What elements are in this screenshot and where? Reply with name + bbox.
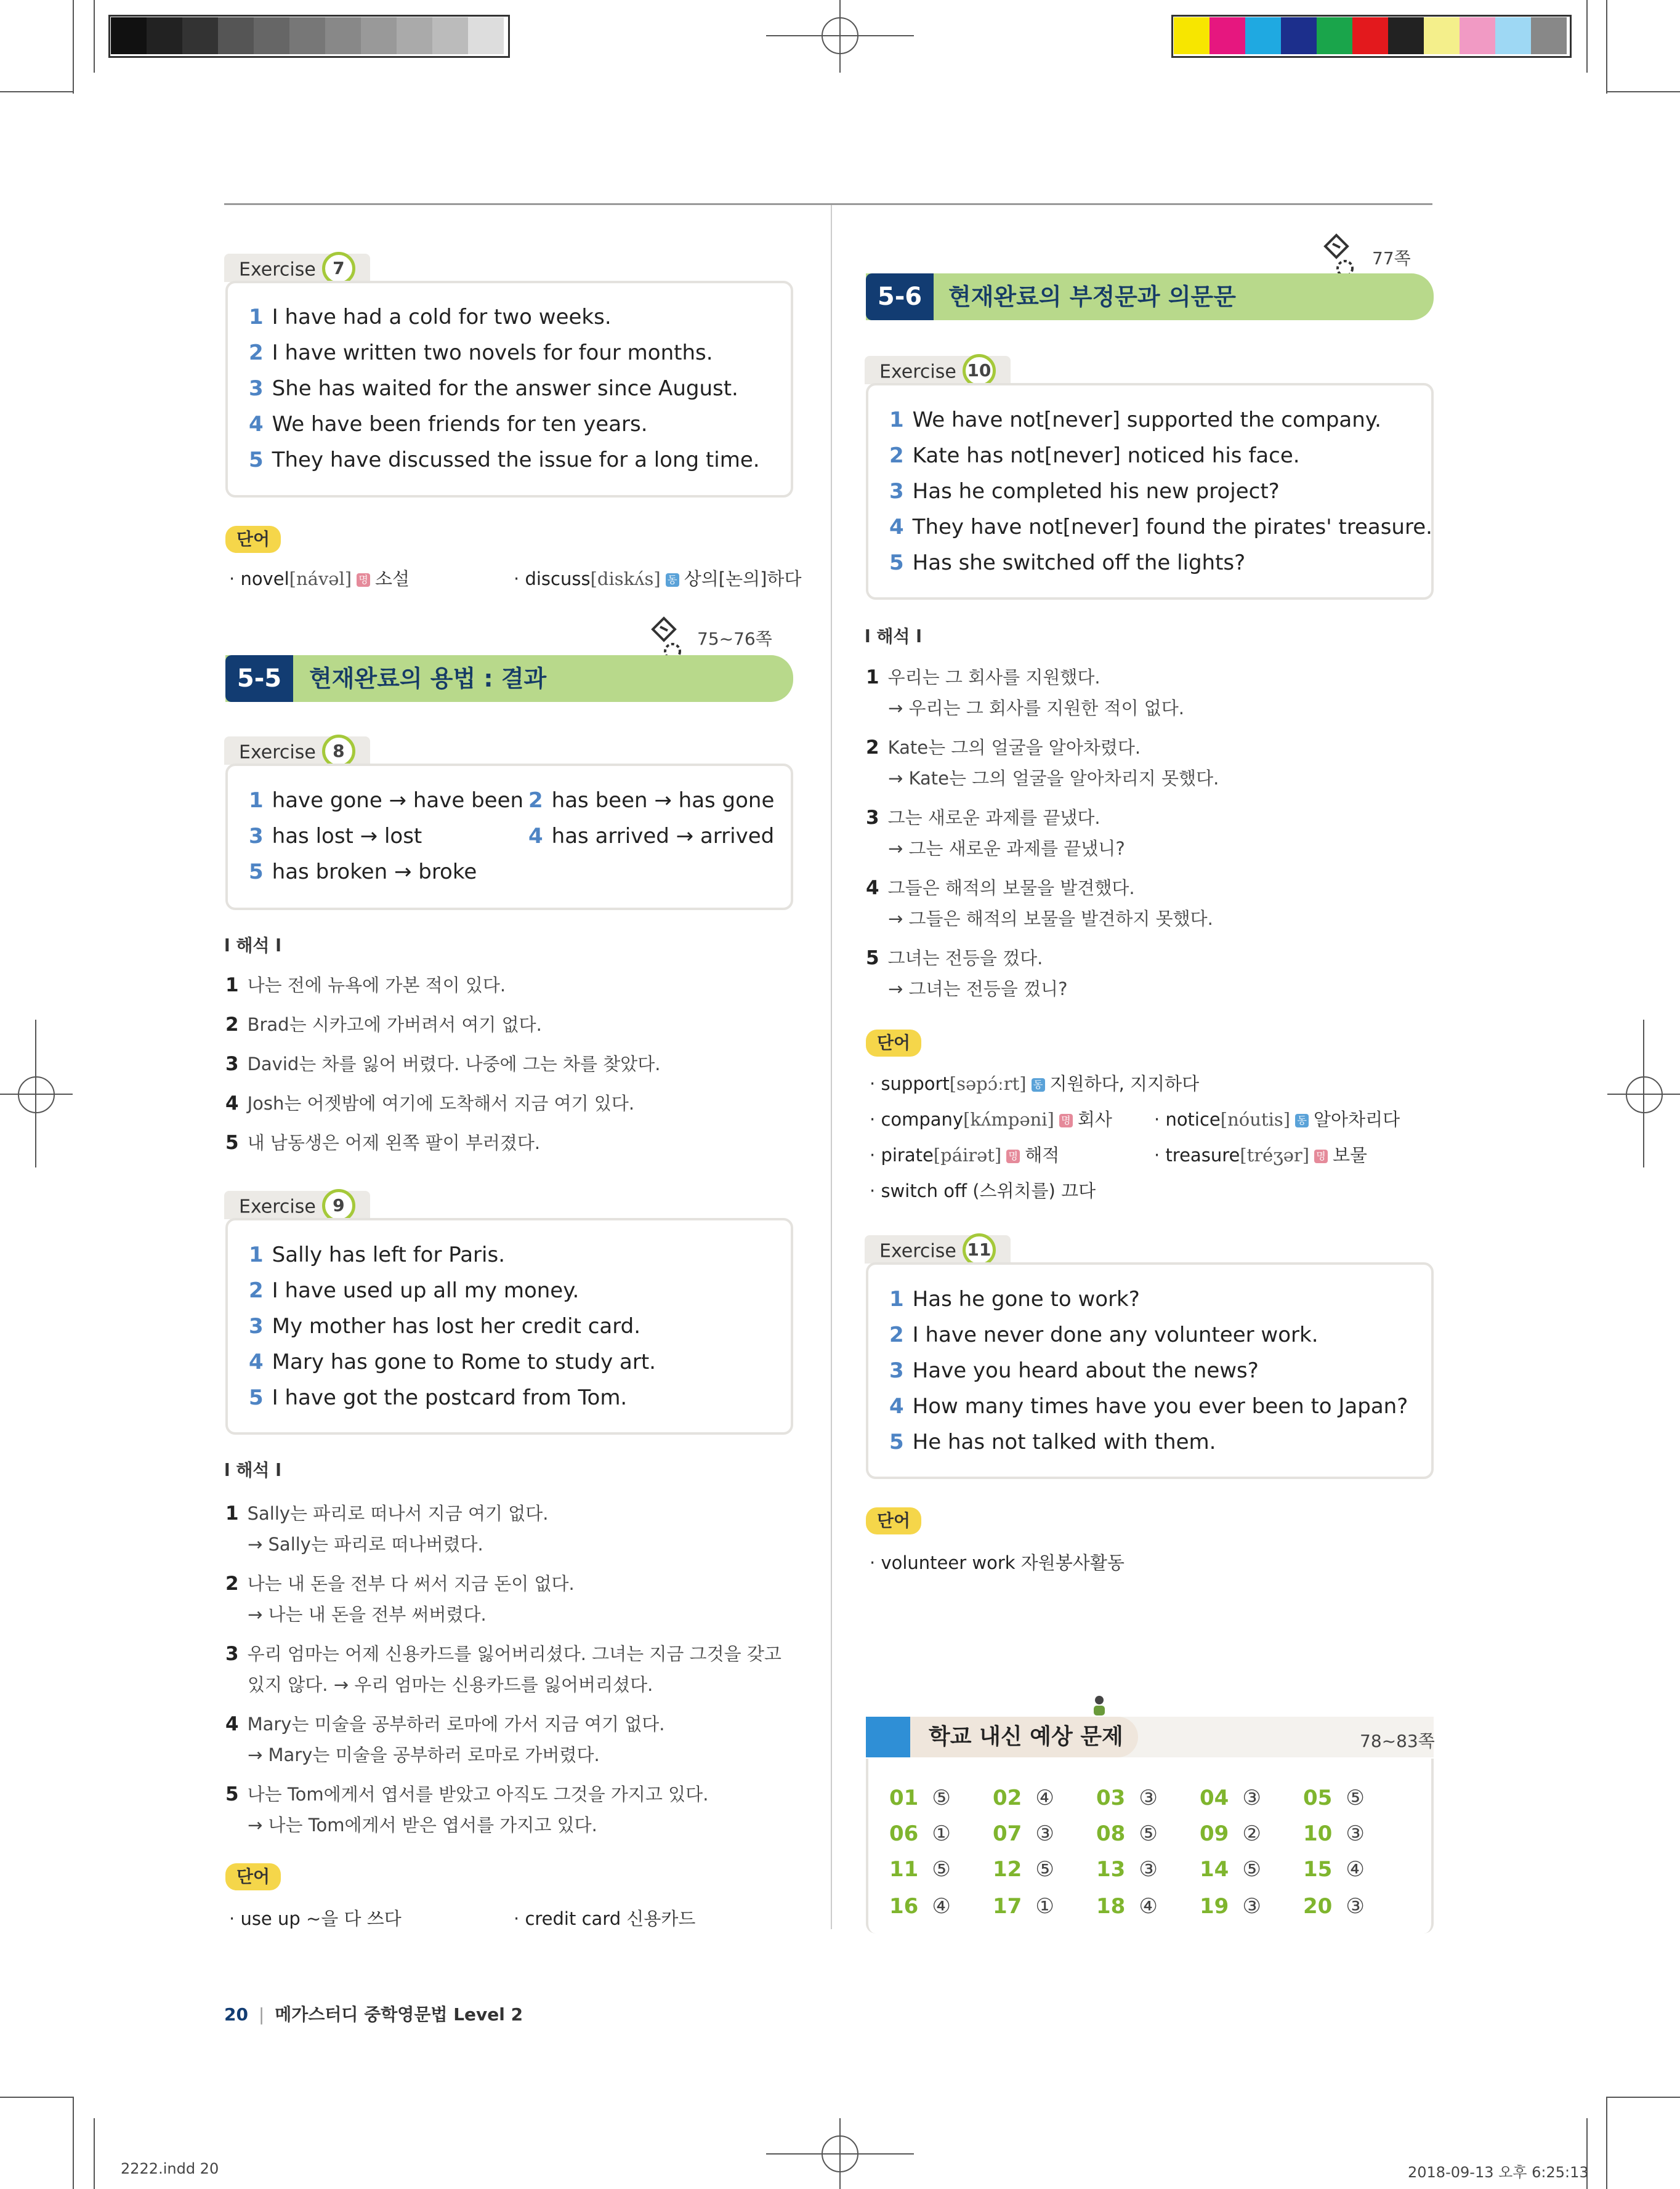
translation-heading: l 해석 l	[865, 626, 922, 647]
question-number: 11	[889, 1857, 919, 1882]
question-number: 10	[1303, 1821, 1333, 1846]
answer-item	[889, 1857, 951, 1882]
person-icon	[1090, 1695, 1109, 1717]
translation-line: 5 내 남동생은 어제 왼쪽 팔이 부러졌다.	[225, 1132, 541, 1154]
answer-line: 4 They have not[never] found the pirates' treasure.	[889, 515, 1432, 539]
answer-choice: ⑤	[932, 1857, 951, 1882]
answer-line: 5 has broken → broke	[249, 860, 477, 884]
translation-line: 4 Mary는 미술을 공부하러 로마에 가서 지금 여기 없다.	[225, 1713, 665, 1735]
vocab-item-novel: · novel[návəl] 명 소설	[229, 568, 410, 589]
answer-item	[993, 1894, 1054, 1919]
top-rule	[224, 203, 1432, 205]
answer-item	[993, 1857, 1054, 1882]
translation-line: → 그들은 해적의 보물을 발견하지 못했다.	[888, 908, 1213, 929]
section-number: 5-6	[866, 273, 934, 320]
exercise-number-badge: 7	[322, 252, 355, 285]
exercise-11-tab	[865, 1235, 1011, 1264]
answer-item	[1303, 1857, 1365, 1882]
question-number: 14	[1200, 1857, 1229, 1882]
question-number: 12	[993, 1857, 1022, 1882]
answer-choice: ④	[932, 1894, 951, 1919]
answer-line: 4 We have been friends for ten years.	[249, 412, 648, 437]
translation-line: 1 나는 전에 뉴욕에 가본 적이 있다.	[225, 974, 506, 996]
exercise-label: Exercise	[239, 259, 316, 281]
answer-item	[1303, 1894, 1365, 1919]
answer-line: 5 He has not talked with them.	[889, 1430, 1216, 1454]
answer-item	[1303, 1786, 1365, 1810]
question-number: 04	[1200, 1786, 1229, 1810]
question-number: 20	[1303, 1894, 1333, 1919]
vocab-tag: 단어	[225, 526, 281, 553]
answer-line: 3 She has waited for the answer since August.	[249, 376, 738, 401]
answer-item	[889, 1786, 951, 1810]
answer-line: 4 Mary has gone to Rome to study art.	[249, 1350, 656, 1374]
column-divider	[831, 205, 832, 1929]
translation-line: → Kate는 그의 얼굴을 알아차리지 못했다.	[888, 768, 1219, 789]
vocab-item-switch-off: · switch off (스위치를) 끄다	[870, 1180, 1096, 1201]
exercise-10-tab	[865, 356, 1011, 384]
answer-item	[1096, 1786, 1158, 1810]
translation-line: → Mary는 미술을 공부하러 로마로 가버렸다.	[248, 1744, 600, 1765]
vocab-tag: 단어	[866, 1030, 921, 1057]
vocab-item-pirate: · pirate[páirət] 명 해적	[870, 1145, 1060, 1166]
answer-line: 3 has lost → lost	[249, 824, 422, 849]
section-title: 현재완료의 부정문과 의문문	[948, 283, 1236, 310]
question-number: 08	[1096, 1821, 1126, 1846]
answer-choice: ④	[1035, 1786, 1054, 1810]
question-number: 17	[993, 1894, 1022, 1919]
question-number: 05	[1303, 1786, 1333, 1810]
answer-choice: ⑤	[932, 1786, 951, 1810]
question-number: 19	[1200, 1894, 1229, 1919]
answer-choice: ③	[1346, 1821, 1365, 1846]
answer-item	[1200, 1857, 1261, 1882]
answer-item	[993, 1786, 1054, 1810]
exercise-number-badge: 9	[322, 1189, 355, 1222]
section-page-ref: 77쪽	[1372, 248, 1411, 268]
question-number: 01	[889, 1786, 919, 1810]
exercise-number-badge: 10	[963, 354, 996, 387]
answer-choice: ③	[1139, 1857, 1158, 1882]
vocab-item-support: · support[səpɔ́ːrt] 동 지원하다, 지지하다	[870, 1073, 1200, 1094]
exercise-number-badge: 11	[963, 1233, 996, 1267]
translation-line: → 그녀는 전등을 껐니?	[888, 978, 1068, 999]
file-info: 2222.indd 20	[121, 2160, 219, 2177]
answer-line: 1 I have had a cold for two weeks.	[249, 305, 612, 329]
question-number: 18	[1096, 1894, 1126, 1919]
answer-choice: ①	[932, 1821, 951, 1846]
school-page-ref: 78~83쪽	[1360, 1731, 1435, 1751]
translation-heading: l 해석 l	[224, 935, 281, 956]
page-number: 20	[224, 2004, 248, 2025]
answer-choice: ⑤	[1242, 1857, 1261, 1882]
exercise-9-tab	[224, 1191, 370, 1219]
answer-choice: ④	[1346, 1857, 1365, 1882]
answer-choice: ③	[1242, 1894, 1261, 1919]
question-number: 13	[1096, 1857, 1126, 1882]
answer-line: 3 My mother has lost her credit card.	[249, 1314, 641, 1339]
translation-line: → Sally는 파리로 떠나버렸다.	[248, 1534, 483, 1555]
translation-line: 2 나는 내 돈을 전부 다 써서 지금 돈이 없다.	[225, 1573, 575, 1595]
section-number: 5-5	[225, 655, 293, 702]
page-footer: 20 | 메가스터디 중학영문법 Level 2	[224, 2004, 523, 2025]
answer-choice: ⑤	[1139, 1821, 1158, 1846]
answer-line: 5 Has she switched off the lights?	[889, 550, 1246, 575]
exercise-label: Exercise	[239, 1196, 316, 1218]
translation-line: 1 Sally는 파리로 떠나서 지금 여기 없다.	[225, 1502, 549, 1525]
answer-line: 1 Has he gone to work?	[889, 1287, 1140, 1312]
answer-choice: ①	[1035, 1894, 1054, 1919]
answer-line: 4 How many times have you ever been to Japan?	[889, 1394, 1408, 1419]
answer-line: 3 Has he completed his new project?	[889, 479, 1280, 504]
translation-line: 4 그들은 해적의 보물을 발견했다.	[866, 877, 1135, 899]
exercise-7-tab	[224, 254, 370, 282]
answer-line: 5 I have got the postcard from Tom.	[249, 1385, 628, 1410]
answer-item	[993, 1821, 1054, 1846]
question-number: 15	[1303, 1857, 1333, 1882]
answer-line: 5 They have discussed the issue for a long time.	[249, 448, 760, 472]
translation-line: 2 Kate는 그의 얼굴을 알아차렸다.	[866, 736, 1141, 759]
translation-line: 4 Josh는 어젯밤에 여기에 도착해서 지금 여기 있다.	[225, 1092, 635, 1115]
answer-line: 2 I have never done any volunteer work.	[889, 1323, 1319, 1347]
question-number: 16	[889, 1894, 919, 1919]
answer-line: 2 I have written two novels for four months.	[249, 341, 713, 365]
question-number: 09	[1200, 1821, 1229, 1846]
answer-item	[1096, 1857, 1158, 1882]
exercise-label: Exercise	[879, 1240, 956, 1262]
answer-choice: ③	[1242, 1786, 1261, 1810]
answer-item	[889, 1821, 951, 1846]
vocab-item-notice: · notice[nóutis] 동 알아차리다	[1154, 1109, 1400, 1130]
answer-line: 4 has arrived → arrived	[528, 824, 775, 849]
answer-item	[1200, 1894, 1261, 1919]
answer-item	[1096, 1821, 1158, 1846]
exercise-8-tab	[224, 736, 370, 765]
section-title: 현재완료의 용법 : 결과	[309, 665, 547, 692]
answer-line: 2 Kate has not[never] noticed his face.	[889, 443, 1300, 468]
answer-item	[1303, 1821, 1365, 1846]
answer-line: 1 Sally has left for Paris.	[249, 1243, 506, 1267]
answer-choice: ③	[1346, 1894, 1365, 1919]
translation-line: 있지 않다. → 우리 엄마는 신용카드를 잃어버리셨다.	[248, 1674, 653, 1695]
question-number: 02	[993, 1786, 1022, 1810]
answer-choice: ⑤	[1346, 1786, 1365, 1810]
translation-line: 1 우리는 그 회사를 지원했다.	[866, 666, 1100, 688]
translation-line: 2 Brad는 시카고에 가버려서 여기 없다.	[225, 1014, 542, 1036]
answer-line: 1 have gone → have been	[249, 788, 524, 813]
translation-line: 3 그는 새로운 과제를 끝냈다.	[866, 807, 1100, 829]
exercise-label: Exercise	[879, 361, 956, 383]
answer-item	[1200, 1821, 1261, 1846]
vocab-item-treasure: · treasure[tréʒər] 명 보물	[1154, 1145, 1368, 1166]
vocab-tag: 단어	[225, 1863, 281, 1890]
answer-choice: ④	[1139, 1894, 1158, 1919]
question-number: 03	[1096, 1786, 1126, 1810]
question-number: 06	[889, 1821, 919, 1846]
answer-choice: ③	[1035, 1821, 1054, 1846]
book-title: 메가스터디 중학영문법 Level 2	[275, 2004, 523, 2025]
exercise-number-badge: 8	[322, 735, 355, 768]
translation-line: 5 그녀는 전등을 껐다.	[866, 947, 1043, 969]
school-title: 학교 내신 예상 문제	[929, 1724, 1123, 1749]
vocab-item-use-up: · use up ~을 다 쓰다	[229, 1908, 402, 1929]
section-page-ref: 75~76쪽	[697, 629, 772, 649]
vocab-tag: 단어	[866, 1507, 921, 1534]
vocab-item-company: · company[kʌ́mpəni] 명 회사	[870, 1109, 1112, 1130]
translation-line: → 그는 새로운 과제를 끝냈니?	[888, 838, 1125, 859]
translation-line: 3 우리 엄마는 어제 신용카드를 잃어버리셨다. 그녀는 지금 그것을 갖고	[225, 1643, 781, 1665]
answer-item	[1096, 1894, 1158, 1919]
translation-heading: l 해석 l	[224, 1460, 281, 1480]
answer-line: 1 We have not[never] supported the company.	[889, 408, 1381, 432]
vocab-item-discuss: · discuss[diskʌ́s] 동 상의[논의]하다	[514, 568, 802, 589]
question-number: 07	[993, 1821, 1022, 1846]
answer-choice: ⑤	[1035, 1857, 1054, 1882]
translation-line: → 우리는 그 회사를 지원한 적이 없다.	[888, 698, 1185, 719]
print-timestamp: 2018-09-13 오후 6:25:13	[1408, 2164, 1589, 2181]
translation-line: 3 David는 차를 잃어 버렸다. 나중에 그는 차를 찾았다.	[225, 1053, 661, 1075]
answer-choice: ③	[1139, 1786, 1158, 1810]
exercise-label: Exercise	[239, 741, 316, 764]
school-header-accent	[866, 1717, 910, 1757]
translation-line: 5 나는 Tom에게서 엽서를 받았고 아직도 그것을 가지고 있다.	[225, 1783, 709, 1805]
vocab-item-volunteer-work: · volunteer work 자원봉사활동	[870, 1552, 1125, 1573]
translation-line: → 나는 내 돈을 전부 써버렸다.	[248, 1604, 487, 1625]
answer-item	[1200, 1786, 1261, 1810]
answer-line: 3 Have you heard about the news?	[889, 1358, 1259, 1383]
answer-line: 2 I have used up all my money.	[249, 1278, 580, 1303]
vocab-item-credit-card: · credit card 신용카드	[514, 1908, 696, 1929]
answer-choice: ②	[1242, 1821, 1261, 1846]
answer-line: 2 has been → has gone	[528, 788, 775, 813]
answer-item	[889, 1894, 951, 1919]
translation-line: → 나는 Tom에게서 받은 엽서를 가지고 있다.	[248, 1815, 597, 1836]
